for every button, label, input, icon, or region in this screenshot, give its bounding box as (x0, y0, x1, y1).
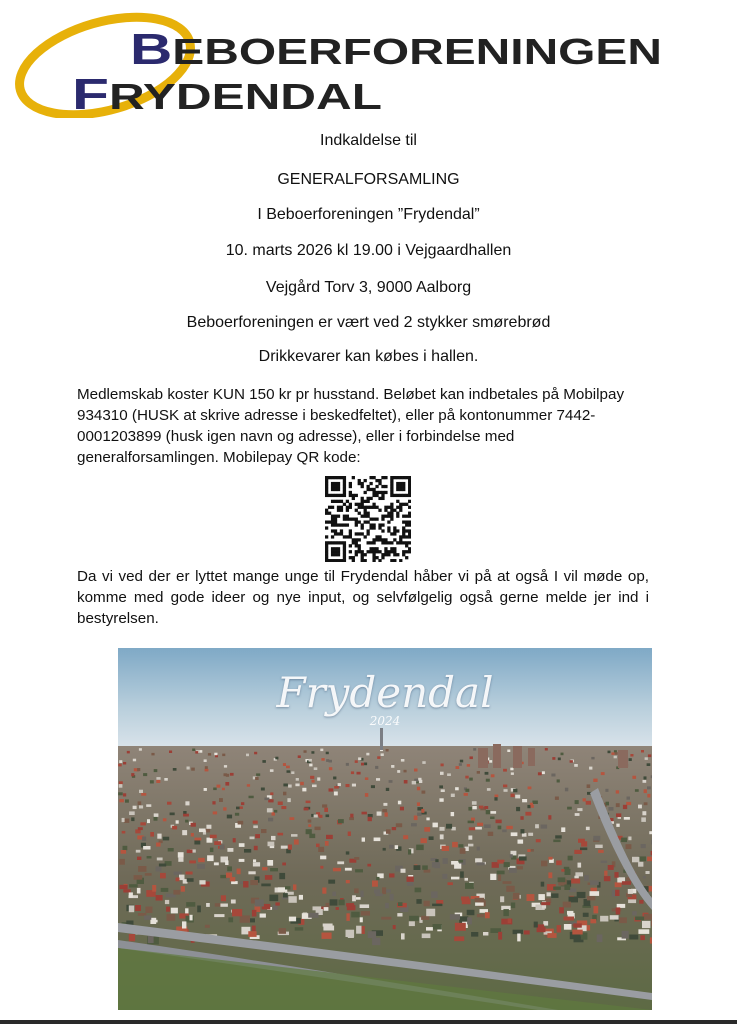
photo-title: Frydendal (276, 668, 494, 717)
photo-year: 2024 (369, 714, 401, 728)
drinks-note: Drikkevarer kan købes i hallen. (258, 348, 479, 365)
qr-code-icon (325, 476, 411, 562)
association-logo (10, 6, 670, 118)
bottom-divider (0, 1020, 737, 1024)
logo-line1: B EBOERFORENINGEN (130, 25, 541, 74)
event-name: GENERALFORSAMLING (277, 171, 460, 188)
welcome-paragraph: Da vi ved der er lyttet mange unge til Frydendal håber vi på at også I vil møde op, komme med gode ideer og nye input, og selvfølgelig også gerne melde jer ind i bestyrelsen. (77, 568, 649, 627)
membership-paragraph: Medlemskab koster KUN 150 kr pr husstand. Beløbet kan indbetales på Mobilpay 934310 (HUSK at skrive adresse i beskedfeltet), eller på kontonummer 7442-0001203899 (husk igen navn og adresse), eller i forbindelse med generalforsamlingen. Mobilepay QR kode: (77, 386, 625, 466)
event-address: Vejgård Torv 3, 9000 Aalborg (265, 279, 472, 296)
invitation-intro: Indkaldelse til (320, 132, 417, 149)
logo-line2: F RYDENDAL (72, 70, 308, 118)
aerial-photo (118, 648, 652, 1010)
food-note: Beboerforeningen er vært ved 2 stykker smørebrød (186, 314, 551, 331)
event-date-venue: 10. marts 2026 kl 19.00 i Vejgaardhallen (225, 242, 512, 259)
association-name: I Beboerforeningen ”Frydendal” (257, 206, 480, 223)
